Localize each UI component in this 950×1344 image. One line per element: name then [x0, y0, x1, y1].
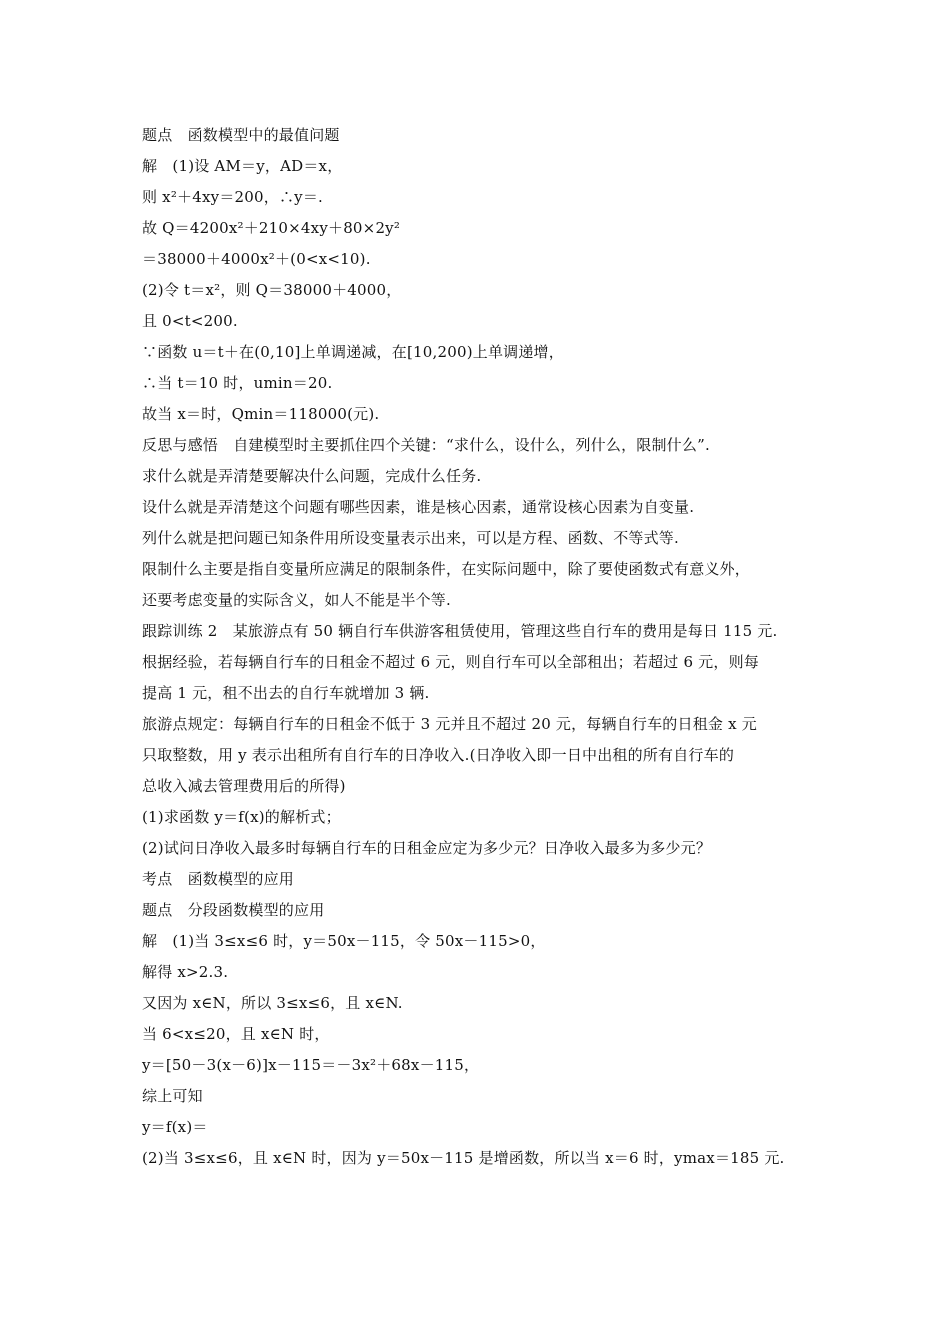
solution-line: (2)令 t＝x²，则 Q＝38000＋4000， [142, 281, 402, 299]
solution-line: 故 Q＝4200x²＋210×4xy＋80×2y² [142, 219, 401, 237]
solution-line: 解 (1)当 3≤x≤6 时，y＝50x－115，令 50x－115>0， [142, 932, 546, 950]
reflection-line: 还要考虑变量的实际含义，如人不能是半个等. [142, 591, 451, 609]
solution-line: ＝38000＋4000x²＋(0<x<10). [142, 250, 371, 268]
topic-point-heading: 题点 分段函数模型的应用 [142, 901, 325, 919]
exercise-line: 旅游点规定：每辆自行车的日租金不低于 3 元并且不超过 20 元，每辆自行车的日租金 x 元 [142, 715, 757, 733]
solution-line: 当 6<x≤20，且 x∈N 时， [142, 1025, 330, 1043]
reflection-line: 设什么就是弄清楚这个问题有哪些因素，谁是核心因素，通常设核心因素为自变量. [142, 498, 695, 516]
reflection-line: 列什么就是把问题已知条件用所设变量表示出来，可以是方程、函数、不等式等. [142, 529, 679, 547]
exam-point-heading: 考点 函数模型的应用 [142, 870, 295, 888]
solution-line: y＝f(x)＝ [142, 1118, 208, 1136]
exercise-line: 只取整数，用 y 表示出租所有自行车的日净收入.(日净收入即一日中出租的所有自行车的 [142, 746, 735, 764]
exercise-line: 总收入减去管理费用后的所得) [142, 777, 346, 795]
solution-line: (2)当 3≤x≤6，且 x∈N 时，因为 y＝50x－115 是增函数，所以当 x＝6 时，ymax＝185 元. [142, 1149, 785, 1167]
solution-line: 解 (1)设 AM＝y，AD＝x， [142, 157, 343, 175]
exercise-line: 提高 1 元，租不出去的自行车就增加 3 辆. [142, 684, 430, 702]
solution-line: 解得 x>2.3. [142, 963, 229, 981]
solution-line: 故当 x＝时，Qmin＝118000(元). [142, 405, 380, 423]
solution-line: 则 x²＋4xy＝200，∴y＝. [142, 188, 323, 206]
solution-line: ∵函数 u＝t＋在(0,10]上单调递减，在[10,200)上单调递增， [142, 343, 564, 361]
exercise-line: 根据经验，若每辆自行车的日租金不超过 6 元，则自行车可以全部租出；若超过 6 元，则每 [142, 653, 759, 671]
question-1: (1)求函数 y＝f(x)的解析式； [142, 808, 341, 826]
reflection-line: 求什么就是弄清楚要解决什么问题，完成什么任务. [142, 467, 482, 485]
exercise-heading: 跟踪训练 2 某旅游点有 50 辆自行车供游客租赁使用，管理这些自行车的费用是每日 115 元. [142, 622, 778, 640]
solution-line: ∴当 t＝10 时，umin＝20. [142, 374, 333, 392]
topic-point-heading: 题点 函数模型中的最值问题 [142, 126, 340, 144]
solution-line: 综上可知 [142, 1087, 203, 1105]
reflection-heading: 反思与感悟 自建模型时主要抓住四个关键：“求什么，设什么，列什么，限制什么”. [142, 436, 710, 454]
reflection-line: 限制什么主要是指自变量所应满足的限制条件，在实际问题中，除了要使函数式有意义外， [142, 560, 751, 578]
question-2: (2)试问日净收入最多时每辆自行车的日租金应定为多少元？日净收入最多为多少元？ [142, 839, 712, 857]
solution-line: 又因为 x∈N，所以 3≤x≤6，且 x∈N. [142, 994, 403, 1012]
document-body [142, 120, 822, 1174]
solution-line: 且 0<t<200. [142, 312, 238, 330]
solution-line: y＝[50－3(x－6)]x－115＝－3x²＋68x－115， [142, 1056, 480, 1074]
